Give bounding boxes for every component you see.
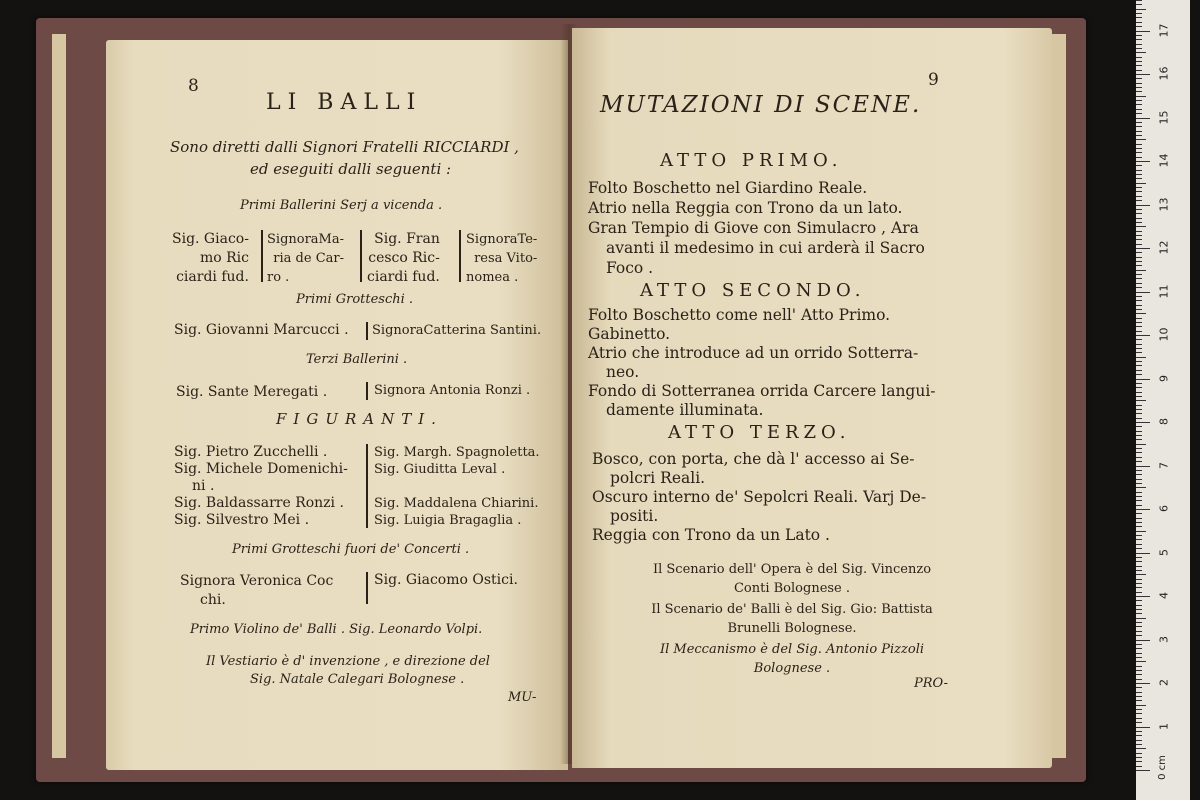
primo-line-3: Gran Tempio di Giove con Simulacro , Ara bbox=[588, 219, 919, 237]
ruler-number: 4 bbox=[1157, 592, 1171, 599]
ruler-tick bbox=[1136, 452, 1142, 453]
figurante-right-4: Sig. Luigia Bragaglia . bbox=[374, 513, 522, 528]
primi-2-line-3: ro . bbox=[267, 270, 290, 285]
ruler-tick bbox=[1136, 252, 1142, 253]
figurante-left-3: ni . bbox=[192, 478, 215, 494]
ruler-tick bbox=[1136, 300, 1142, 301]
section-primi-ballerini: Primi Ballerini Serj a vicenda . bbox=[240, 198, 443, 213]
ruler-tick bbox=[1136, 309, 1142, 310]
terzi-left: Sig. Sante Meregati . bbox=[176, 384, 328, 400]
ruler-tick bbox=[1136, 753, 1142, 754]
ruler-tick bbox=[1136, 379, 1150, 380]
credit-opera-line-1: Il Scenario dell' Opera è del Sig. Vincenzo bbox=[652, 562, 932, 577]
ruler-tick bbox=[1136, 731, 1142, 732]
primi-3-line-2: cesco Ric- bbox=[368, 250, 440, 266]
credit-meccanismo-line-2: Bolognese . bbox=[753, 661, 831, 676]
left-catchword: MU- bbox=[508, 690, 537, 705]
ruler-tick bbox=[1136, 483, 1142, 484]
fuori-left-2: chi. bbox=[200, 592, 226, 608]
primo-violino: Primo Violino de' Balli . Sig. Leonardo Volpi. bbox=[190, 622, 483, 637]
terzo-line-4: positi. bbox=[610, 507, 659, 525]
ruler-tick bbox=[1136, 405, 1142, 406]
primi-4-line-3: nomea . bbox=[466, 270, 519, 285]
ruler-tick bbox=[1136, 26, 1142, 27]
ruler-tick bbox=[1136, 435, 1142, 436]
terzo-line-1: Bosco, con porta, che dà l' accesso ai Se- bbox=[592, 450, 915, 468]
right-page-edge bbox=[1052, 34, 1066, 758]
ruler-number: 9 bbox=[1157, 374, 1171, 382]
ruler-tick bbox=[1136, 722, 1142, 723]
ruler-tick bbox=[1136, 109, 1142, 110]
credit-balli bbox=[612, 600, 972, 638]
ruler-tick bbox=[1136, 622, 1142, 623]
ruler-tick bbox=[1136, 431, 1142, 432]
ruler-tick bbox=[1136, 126, 1142, 127]
intro-line-1: Sono diretti dalli Signori Fratelli RICCIARDI , bbox=[170, 138, 519, 156]
ruler-tick bbox=[1136, 592, 1142, 593]
ruler-tick bbox=[1136, 705, 1146, 706]
ruler-tick bbox=[1136, 235, 1142, 236]
ruler-tick bbox=[1136, 152, 1142, 153]
primo-line-1: Folto Boschetto nel Giardino Reale. bbox=[588, 179, 868, 197]
intro-line-2: ed eseguiti dalli seguenti : bbox=[250, 160, 452, 178]
ruler-tick bbox=[1136, 344, 1142, 345]
ruler-tick bbox=[1136, 500, 1142, 501]
atto-terzo-list bbox=[592, 450, 926, 545]
ruler-tick bbox=[1136, 748, 1146, 749]
ruler-tick bbox=[1136, 574, 1146, 575]
ruler-tick bbox=[1136, 709, 1142, 710]
ruler-tick bbox=[1136, 87, 1142, 88]
ruler-tick bbox=[1136, 418, 1142, 419]
ruler-tick bbox=[1136, 400, 1146, 401]
ruler-tick bbox=[1136, 174, 1142, 175]
ruler-tick bbox=[1136, 261, 1142, 262]
primo-line-2: Atrio nella Reggia con Trono da un lato. bbox=[588, 199, 903, 217]
ruler-tick bbox=[1136, 444, 1146, 445]
primi-col-2 bbox=[267, 230, 344, 287]
ruler-tick bbox=[1136, 357, 1146, 358]
ruler-number: 8 bbox=[1157, 418, 1171, 425]
ruler-tick bbox=[1136, 740, 1142, 741]
ruler-tick bbox=[1136, 183, 1146, 184]
ruler-tick bbox=[1136, 274, 1142, 275]
terzo-line-3: Oscuro interno de' Sepolcri Reali. Varj De- bbox=[592, 488, 927, 506]
ruler-tick bbox=[1136, 653, 1142, 654]
primi-1-line-3: ciardi fud. bbox=[176, 269, 249, 285]
ruler-tick bbox=[1136, 583, 1142, 584]
ruler-tick bbox=[1136, 413, 1142, 414]
atto-primo-heading: ATTO PRIMO. bbox=[660, 150, 843, 171]
ruler-tick bbox=[1136, 278, 1142, 279]
ruler-tick bbox=[1136, 535, 1142, 536]
figuranti-right bbox=[374, 444, 540, 529]
atto-secondo-list bbox=[588, 306, 936, 420]
ruler-tick bbox=[1136, 0, 1142, 1]
section-terzi-ballerini: Terzi Ballerini . bbox=[306, 352, 408, 367]
ruler-tick bbox=[1136, 339, 1142, 340]
credit-balli-line-1: Il Scenario de' Balli è del Sig. Gio: Battista bbox=[651, 602, 933, 617]
ruler-tick bbox=[1136, 44, 1142, 45]
ruler-tick bbox=[1136, 509, 1150, 510]
secondo-line-3: Atrio che introduce ad un orrido Sotterra- bbox=[588, 344, 919, 362]
ruler-tick bbox=[1136, 470, 1142, 471]
ruler-tick bbox=[1136, 287, 1142, 288]
ruler-tick bbox=[1136, 265, 1142, 266]
ruler-tick bbox=[1136, 561, 1142, 562]
ruler-tick bbox=[1136, 374, 1142, 375]
ruler-tick bbox=[1136, 218, 1142, 219]
grotteschi-divider bbox=[366, 322, 368, 340]
ruler-tick bbox=[1136, 239, 1142, 240]
credit-opera-line-2: Conti Bolognese . bbox=[733, 581, 851, 596]
primi-3-line-1: Sig. Fran bbox=[374, 231, 440, 247]
ruler-tick bbox=[1136, 292, 1150, 293]
ruler-tick bbox=[1136, 492, 1142, 493]
ruler-tick bbox=[1136, 196, 1142, 197]
terzo-line-2: polcri Reali. bbox=[610, 469, 706, 487]
ruler-tick bbox=[1136, 296, 1142, 297]
primo-line-4: avanti il medesimo in cui arderà il Sacro bbox=[606, 239, 925, 257]
ruler-tick bbox=[1136, 178, 1142, 179]
ruler-tick bbox=[1136, 383, 1142, 384]
primi-1-line-1: Sig. Giaco- bbox=[172, 231, 249, 247]
figurante-left-2: Sig. Michele Domenichi- bbox=[174, 461, 348, 477]
credit-meccanismo bbox=[612, 640, 972, 678]
ruler-number: 17 bbox=[1157, 23, 1171, 37]
ruler-tick bbox=[1136, 670, 1142, 671]
fuori-left-1: Signora Veronica Coc bbox=[180, 573, 334, 589]
ruler-tick bbox=[1136, 144, 1142, 145]
ruler-tick bbox=[1136, 305, 1142, 306]
ruler-tick bbox=[1136, 587, 1142, 588]
section-figuranti: FIGURANTI. bbox=[276, 410, 443, 428]
atto-secondo-heading: ATTO SECONDO. bbox=[640, 280, 866, 301]
ruler-number: 13 bbox=[1157, 197, 1171, 211]
figuranti-spacer bbox=[374, 478, 540, 495]
ruler-number: 16 bbox=[1157, 66, 1171, 81]
vestiario-line-1: Il Vestiario è d' invenzione , e direzione del bbox=[206, 654, 490, 669]
ruler-tick bbox=[1136, 631, 1142, 632]
ruler-number: 3 bbox=[1157, 635, 1171, 643]
ruler-tick bbox=[1136, 526, 1142, 527]
ruler-tick bbox=[1136, 518, 1142, 519]
ruler-tick bbox=[1136, 78, 1142, 79]
ruler-tick bbox=[1136, 209, 1142, 210]
primi-divider-1 bbox=[261, 230, 263, 282]
ruler-tick bbox=[1136, 22, 1142, 23]
right-catchword: PRO- bbox=[914, 676, 949, 691]
figurante-right-1: Sig. Margh. Spagnoletta. bbox=[374, 445, 540, 460]
ruler-tick bbox=[1136, 766, 1142, 767]
ruler-tick bbox=[1136, 713, 1142, 714]
ruler-tick bbox=[1136, 331, 1142, 332]
figurante-left-4: Sig. Baldassarre Ronzi . bbox=[174, 495, 344, 511]
ruler-tick bbox=[1136, 335, 1150, 336]
ruler-tick bbox=[1136, 113, 1142, 114]
ruler-tick bbox=[1136, 531, 1146, 532]
ruler-tick bbox=[1136, 352, 1142, 353]
vestiario-line-2: Sig. Natale Calegari Bolognese . bbox=[250, 672, 465, 687]
ruler-number: 1 bbox=[1157, 722, 1171, 730]
ruler-tick bbox=[1136, 205, 1150, 206]
ruler-tick bbox=[1136, 666, 1142, 667]
atto-primo-list bbox=[588, 178, 925, 278]
ruler-tick bbox=[1136, 96, 1146, 97]
figurante-left-1: Sig. Pietro Zucchelli . bbox=[174, 444, 328, 460]
figurante-right-3: Sig. Maddalena Chiarini. bbox=[374, 496, 539, 511]
ruler-tick bbox=[1136, 165, 1142, 166]
ruler-tick bbox=[1136, 566, 1142, 567]
ruler-number: 14 bbox=[1157, 153, 1171, 168]
left-page-number: 8 bbox=[188, 76, 199, 96]
ruler-tick bbox=[1136, 448, 1142, 449]
ruler-tick bbox=[1136, 692, 1142, 693]
ruler-tick bbox=[1136, 744, 1142, 745]
ruler-tick bbox=[1136, 487, 1146, 488]
ruler-tick bbox=[1136, 157, 1142, 158]
ruler-tick bbox=[1136, 13, 1142, 14]
ruler-tick bbox=[1136, 170, 1142, 171]
secondo-line-4: neo. bbox=[606, 363, 640, 381]
ruler-tick bbox=[1136, 609, 1142, 610]
ruler-tick bbox=[1136, 222, 1142, 223]
ruler-tick bbox=[1136, 648, 1142, 649]
ruler-tick bbox=[1136, 257, 1142, 258]
ruler-tick bbox=[1136, 348, 1142, 349]
primi-3-line-3: ciardi fud. bbox=[367, 269, 440, 285]
ruler-tick bbox=[1136, 396, 1142, 397]
ruler-tick bbox=[1136, 213, 1142, 214]
primi-col-1 bbox=[172, 230, 249, 287]
primi-col-4 bbox=[466, 230, 537, 287]
ruler-tick bbox=[1136, 522, 1142, 523]
ruler-tick bbox=[1136, 770, 1150, 771]
ruler-tick bbox=[1136, 679, 1142, 680]
ruler-tick bbox=[1136, 91, 1142, 92]
section-primi-grotteschi: Primi Grotteschi . bbox=[296, 292, 414, 307]
ruler-tick bbox=[1136, 422, 1150, 423]
left-page-edge bbox=[52, 34, 66, 758]
credit-meccanismo-line-1: Il Meccanismo è del Sig. Antonio Pizzoli bbox=[659, 642, 925, 657]
measuring-ruler bbox=[1136, 0, 1190, 800]
ruler-tick bbox=[1136, 409, 1142, 410]
ruler-tick bbox=[1136, 618, 1146, 619]
ruler-tick bbox=[1136, 17, 1142, 18]
ruler-tick bbox=[1136, 466, 1150, 467]
grotteschi-left: Sig. Giovanni Marcucci . bbox=[174, 322, 349, 338]
ruler-tick bbox=[1136, 640, 1150, 641]
ruler-tick bbox=[1136, 39, 1142, 40]
ruler-tick bbox=[1136, 457, 1142, 458]
ruler-number: 7 bbox=[1157, 461, 1171, 469]
ruler-tick bbox=[1136, 100, 1142, 101]
ruler-tick bbox=[1136, 727, 1150, 728]
fuori-left bbox=[180, 572, 333, 610]
secondo-line-5: Fondo di Sotterranea orrida Carcere langui- bbox=[588, 382, 936, 400]
ruler-tick bbox=[1136, 757, 1142, 758]
ruler-tick bbox=[1136, 270, 1146, 271]
ruler-tick bbox=[1136, 700, 1142, 701]
ruler-tick bbox=[1136, 187, 1142, 188]
ruler-tick bbox=[1136, 226, 1146, 227]
primi-col-3 bbox=[367, 230, 440, 287]
ruler-tick bbox=[1136, 674, 1142, 675]
figurante-right-2: Sig. Giuditta Leval . bbox=[374, 462, 506, 477]
ruler-tick bbox=[1136, 626, 1142, 627]
ruler-number: 2 bbox=[1157, 679, 1171, 686]
ruler-tick bbox=[1136, 605, 1142, 606]
ruler-tick bbox=[1136, 326, 1142, 327]
primi-2-line-1: SignoraMa- bbox=[267, 232, 345, 247]
left-page-title: LI BALLI bbox=[266, 90, 423, 115]
ruler-tick bbox=[1136, 474, 1142, 475]
grotteschi-right: SignoraCatterina Santini. bbox=[372, 323, 542, 338]
terzi-divider bbox=[366, 382, 368, 400]
ruler-tick bbox=[1136, 48, 1142, 49]
figurante-left-5: Sig. Silvestro Mei . bbox=[174, 512, 310, 528]
ruler-tick bbox=[1136, 31, 1150, 32]
ruler-tick bbox=[1136, 118, 1150, 119]
ruler-tick bbox=[1136, 65, 1142, 66]
ruler-tick bbox=[1136, 687, 1142, 688]
primi-1-line-2: mo Ric bbox=[199, 250, 249, 266]
ruler-tick bbox=[1136, 644, 1142, 645]
ruler-tick bbox=[1136, 505, 1142, 506]
ruler-tick bbox=[1136, 696, 1142, 697]
ruler-tick bbox=[1136, 479, 1142, 480]
secondo-line-2: Gabinetto. bbox=[588, 325, 671, 343]
ruler-tick bbox=[1136, 318, 1142, 319]
primi-divider-3 bbox=[459, 230, 461, 282]
ruler-tick bbox=[1136, 661, 1146, 662]
ruler-tick bbox=[1136, 122, 1142, 123]
ruler-tick bbox=[1136, 539, 1142, 540]
figuranti-left bbox=[174, 444, 348, 529]
ruler-tick bbox=[1136, 635, 1142, 636]
ruler-tick bbox=[1136, 439, 1142, 440]
ruler-tick bbox=[1136, 596, 1150, 597]
ruler-tick bbox=[1136, 161, 1150, 162]
terzi-right: Signora Antonia Ronzi . bbox=[374, 383, 531, 398]
ruler-tick bbox=[1136, 548, 1142, 549]
ruler-tick bbox=[1136, 513, 1142, 514]
primi-4-line-2: resa Vito- bbox=[474, 251, 538, 266]
section-fuori-concerti: Primi Grotteschi fuori de' Concerti . bbox=[232, 542, 470, 557]
ruler-number: 12 bbox=[1157, 240, 1171, 255]
ruler-tick bbox=[1136, 544, 1142, 545]
ruler-tick bbox=[1136, 735, 1142, 736]
ruler-tick bbox=[1136, 248, 1150, 249]
right-page-number: 9 bbox=[928, 70, 939, 90]
ruler-tick bbox=[1136, 200, 1142, 201]
figuranti-divider bbox=[366, 444, 368, 528]
ruler-tick bbox=[1136, 191, 1142, 192]
ruler-tick bbox=[1136, 139, 1146, 140]
right-page-title: MUTAZIONI DI SCENE. bbox=[600, 92, 922, 118]
ruler-tick bbox=[1136, 322, 1142, 323]
primi-divider-2 bbox=[360, 230, 362, 282]
ruler-tick bbox=[1136, 461, 1142, 462]
fuori-right: Sig. Giacomo Ostici. bbox=[374, 572, 518, 588]
primi-2-line-2: ria de Car- bbox=[273, 251, 345, 266]
ruler-tick bbox=[1136, 613, 1142, 614]
ruler-tick bbox=[1136, 600, 1142, 601]
primi-4-line-1: SignoraTe- bbox=[466, 232, 538, 247]
ruler-number: 5 bbox=[1157, 548, 1171, 556]
atto-terzo-heading: ATTO TERZO. bbox=[668, 422, 851, 443]
ruler-number: 10 bbox=[1157, 327, 1171, 342]
ruler-tick bbox=[1136, 313, 1146, 314]
ruler-number: 11 bbox=[1157, 284, 1171, 298]
ruler-tick bbox=[1136, 52, 1146, 53]
ruler-tick bbox=[1136, 365, 1142, 366]
ruler-tick bbox=[1136, 4, 1142, 5]
ruler-tick bbox=[1136, 35, 1142, 36]
ruler-tick bbox=[1136, 74, 1150, 75]
credit-opera bbox=[612, 560, 972, 598]
ruler-tick bbox=[1136, 557, 1142, 558]
terzo-line-5: Reggia con Trono da un Lato . bbox=[592, 526, 830, 544]
secondo-line-1: Folto Boschetto come nell' Atto Primo. bbox=[588, 306, 891, 324]
ruler-tick bbox=[1136, 231, 1142, 232]
ruler-tick bbox=[1136, 104, 1142, 105]
secondo-line-6: damente illuminata. bbox=[606, 401, 764, 419]
credit-balli-line-2: Brunelli Bolognese. bbox=[727, 621, 857, 636]
ruler-tick bbox=[1136, 392, 1142, 393]
ruler-tick bbox=[1136, 579, 1142, 580]
ruler-tick bbox=[1136, 387, 1142, 388]
ruler-tick bbox=[1136, 683, 1150, 684]
ruler-tick bbox=[1136, 148, 1142, 149]
ruler-tick bbox=[1136, 718, 1142, 719]
ruler-tick bbox=[1136, 496, 1142, 497]
ruler-tick bbox=[1136, 61, 1142, 62]
ruler-tick bbox=[1136, 244, 1142, 245]
ruler-tick bbox=[1136, 426, 1142, 427]
ruler-tick bbox=[1136, 135, 1142, 136]
ruler-number: 6 bbox=[1157, 505, 1171, 512]
ruler-tick bbox=[1136, 283, 1142, 284]
ruler-tick bbox=[1136, 57, 1142, 58]
ruler-tick bbox=[1136, 370, 1142, 371]
ruler-tick bbox=[1136, 570, 1142, 571]
ruler-tick bbox=[1136, 553, 1150, 554]
ruler-unit-label: 0 cm bbox=[1156, 755, 1168, 780]
ruler-number: 15 bbox=[1157, 110, 1171, 124]
primo-line-5: Foco . bbox=[606, 259, 654, 277]
ruler-tick bbox=[1136, 83, 1142, 84]
fuori-divider bbox=[366, 572, 368, 604]
ruler-tick bbox=[1136, 70, 1142, 71]
ruler-tick bbox=[1136, 9, 1146, 10]
ruler-tick bbox=[1136, 657, 1142, 658]
ruler-tick bbox=[1136, 361, 1142, 362]
ruler-tick bbox=[1136, 131, 1142, 132]
ruler-tick bbox=[1136, 761, 1142, 762]
